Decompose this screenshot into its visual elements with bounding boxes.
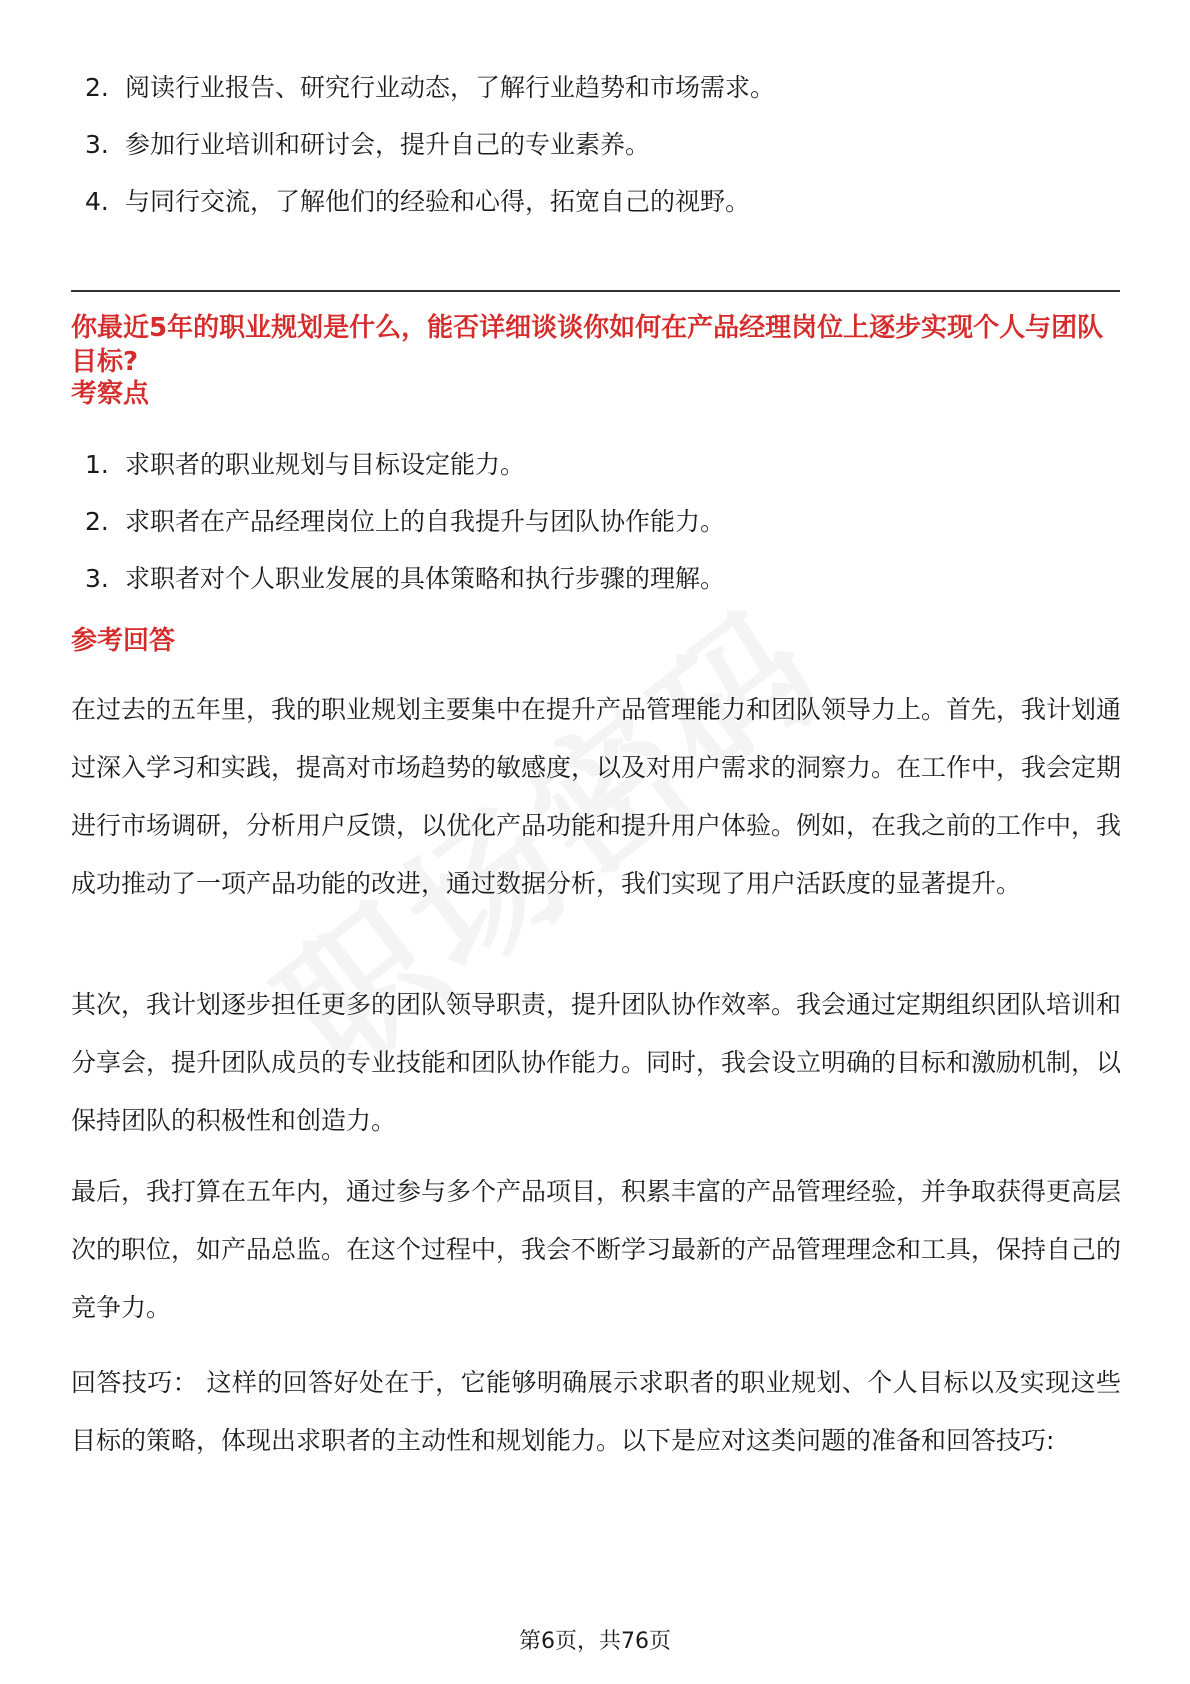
- section-divider: [71, 290, 1120, 292]
- list-number: 2.: [85, 507, 109, 536]
- list-number: 2.: [85, 73, 109, 102]
- answer-paragraph: 其次，我计划逐步担任更多的团队领导职责，提升团队协作效率。我会通过定期组织团队培训和分享会，提升团队成员的专业技能和团队协作能力。同时，我会设立明确的目标和激励机制，以保持团队的积极性和创造力。: [71, 990, 1122, 1135]
- answer-paragraph: 在过去的五年里，我的职业规划主要集中在提升产品管理能力和团队领导力上。首先，我计划通过深入学习和实践，提高对市场趋势的敏感度，以及对用户需求的洞察力。在工作中，我会定期进行市场调研，分析用户反馈，以优化产品功能和提升用户体验。例如，在我之前的工作中，我成功推动了一项产品功能的改进，通过数据分析，我们实现了用户活跃度的显著提升。: [71, 695, 1122, 898]
- top-list: [85, 72, 775, 243]
- list-text: 与同行交流，了解他们的经验和心得，拓宽自己的视野。: [125, 187, 751, 216]
- list-item: [85, 449, 725, 480]
- list-number: 1.: [85, 450, 109, 479]
- list-number: 3.: [85, 564, 109, 593]
- list-number: 4.: [85, 187, 109, 216]
- list-number: 3.: [85, 130, 109, 159]
- answer-paragraph: 最后，我打算在五年内，通过参与多个产品项目，积累丰富的产品管理经验，并争取获得更高层次的职位，如产品总监。在这个过程中，我会不断学习最新的产品管理理念和工具，保持自己的竞争力。: [71, 1177, 1122, 1322]
- focus-list: [85, 449, 725, 620]
- list-text: 求职者的职业规划与目标设定能力。: [125, 450, 526, 479]
- question-title: 你最近5年的职业规划是什么，能否详细谈谈你如何在产品经理岗位上逐步实现个人与团队目标?: [71, 313, 1104, 377]
- answer-heading: 参考回答: [71, 626, 176, 656]
- list-item: [85, 563, 725, 594]
- list-text: 求职者对个人职业发展的具体策略和执行步骤的理解。: [125, 564, 726, 593]
- focus-heading: 考察点: [71, 379, 150, 409]
- list-text: 求职者在产品经理岗位上的自我提升与团队协作能力。: [125, 507, 726, 536]
- list-item: [85, 129, 775, 160]
- list-text: 阅读行业报告、研究行业动态，了解行业趋势和市场需求。: [125, 73, 776, 102]
- page-number: 第6页，共76页: [519, 1629, 671, 1654]
- list-item: [85, 186, 775, 217]
- answer-tips-paragraph: 回答技巧： 这样的回答好处在于，它能够明确展示求职者的职业规划、个人目标以及实现这些目标的策略，体现出求职者的主动性和规划能力。以下是应对这类问题的准备和回答技巧:: [71, 1368, 1121, 1455]
- list-text: 参加行业培训和研讨会，提升自己的专业素养。: [125, 130, 651, 159]
- list-item: [85, 72, 775, 103]
- list-item: [85, 506, 725, 537]
